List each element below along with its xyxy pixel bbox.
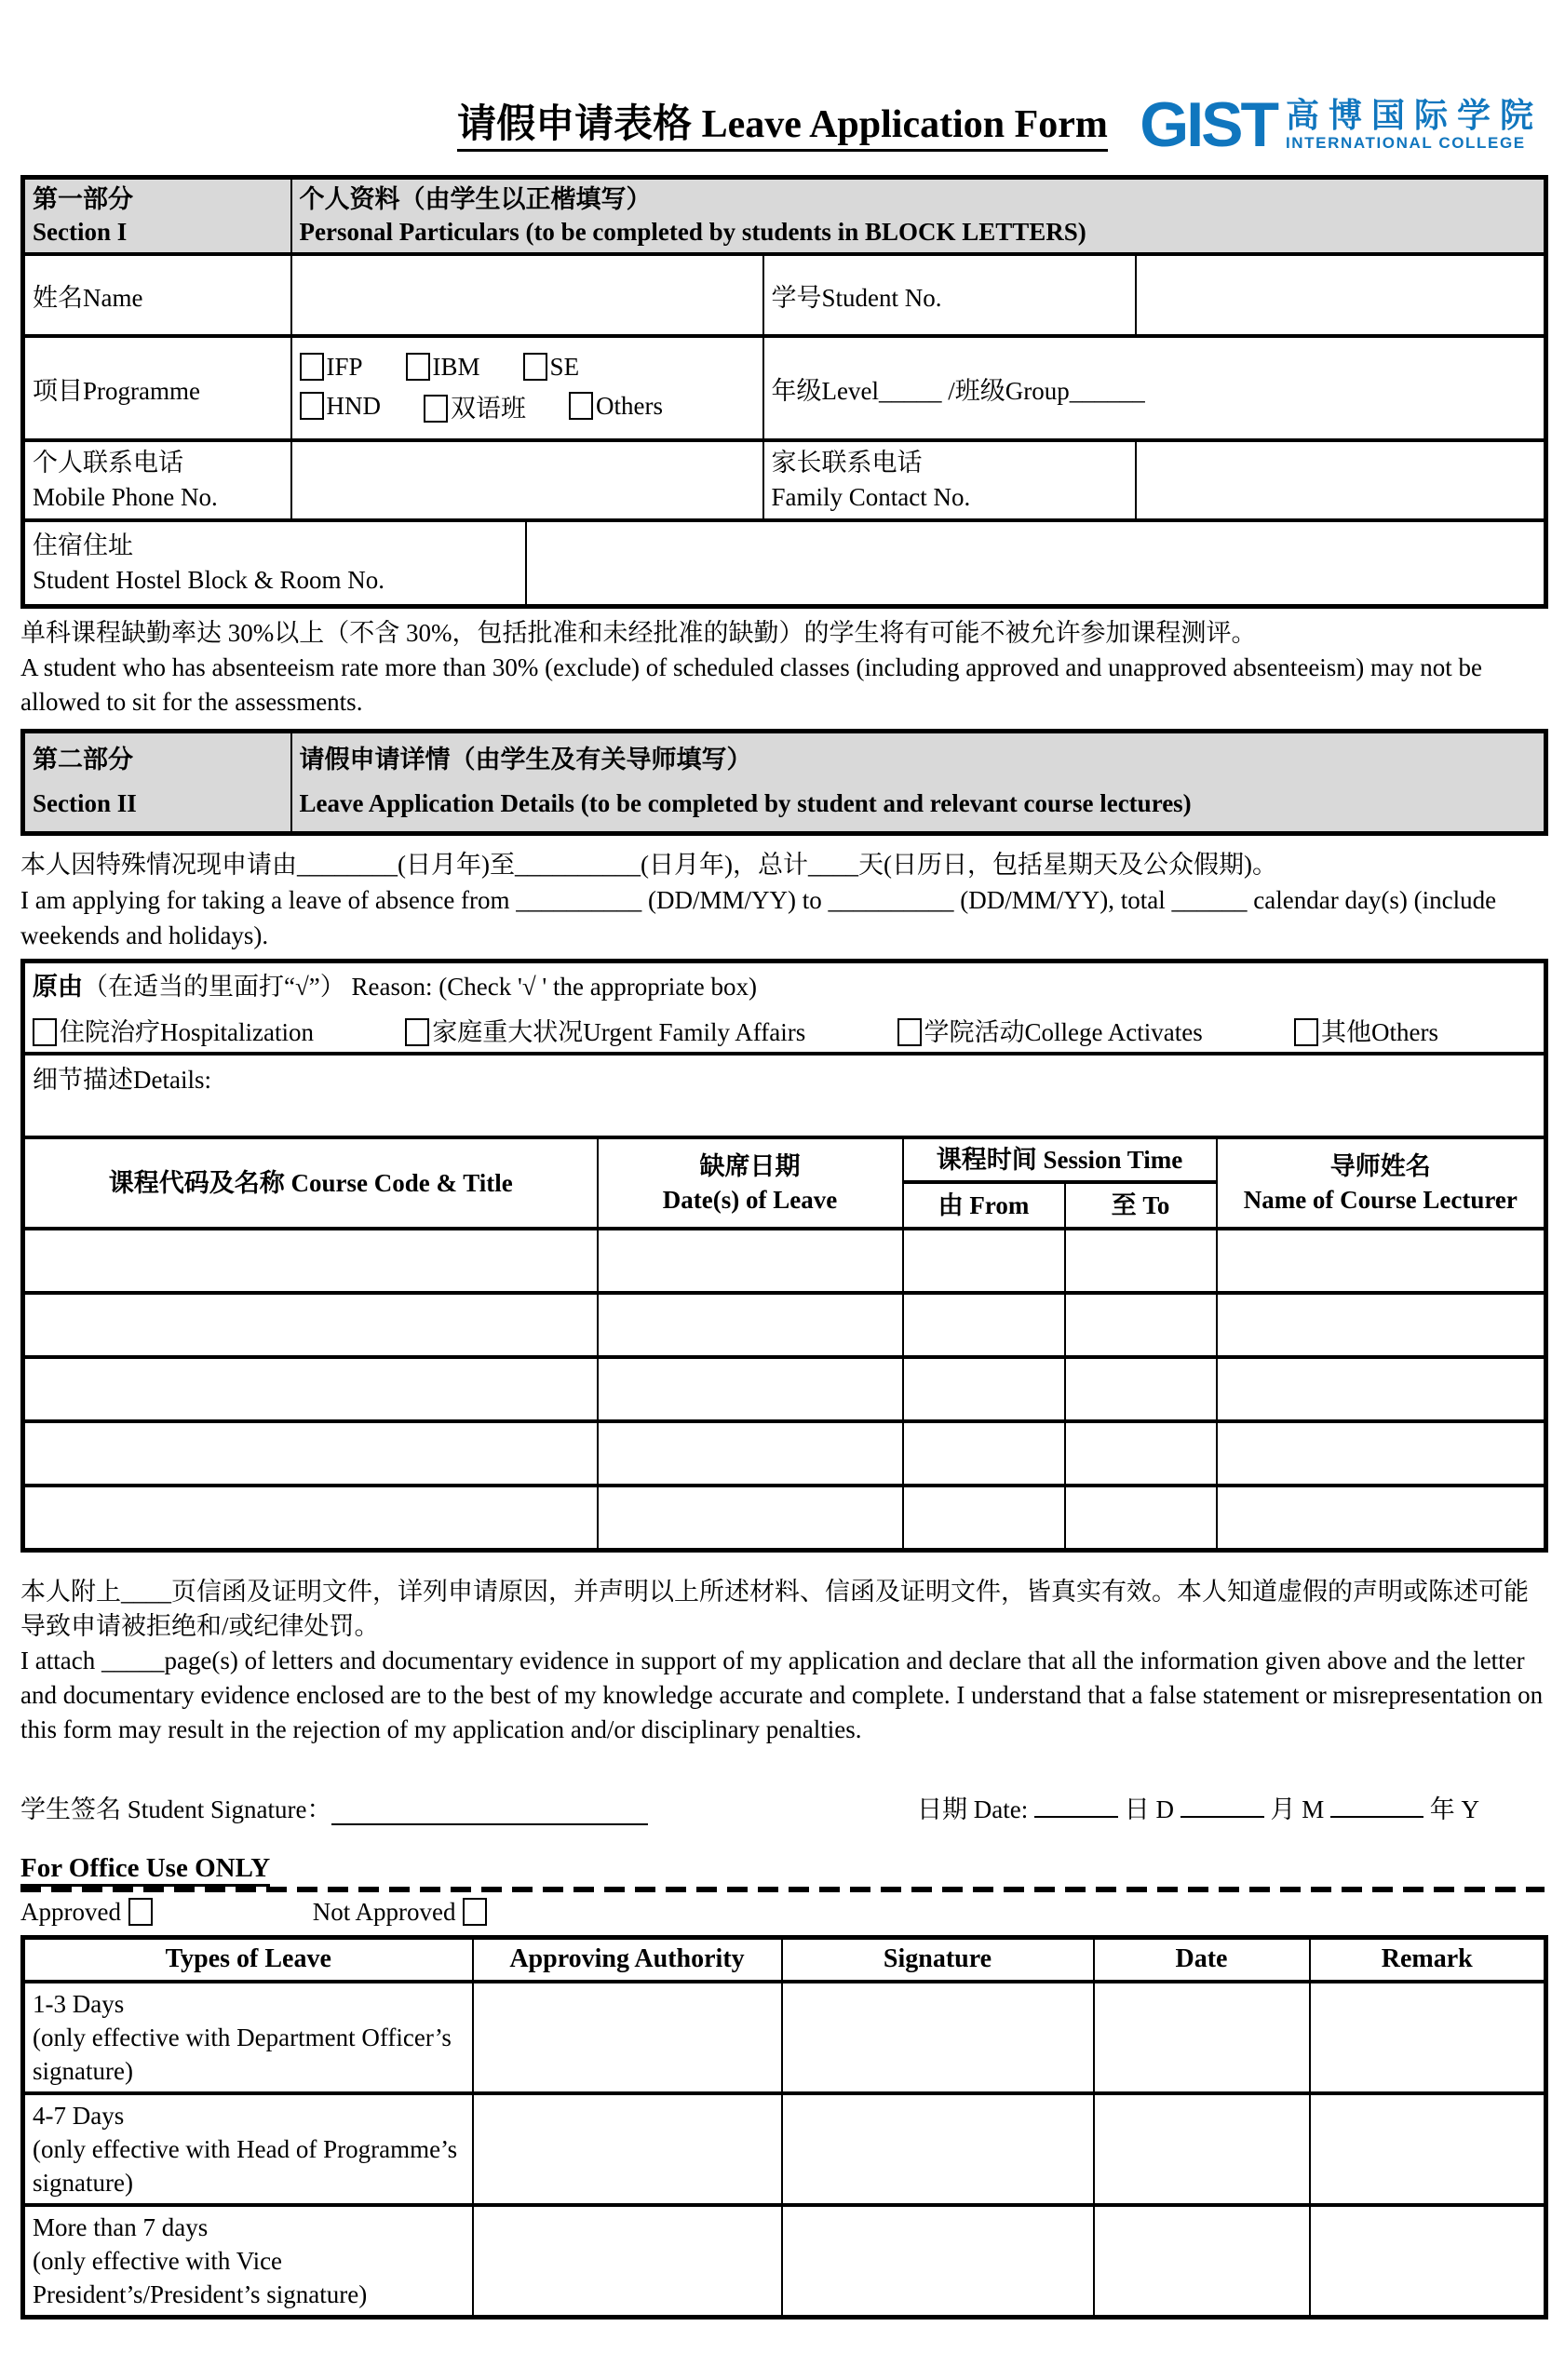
leave-period-statement-cn[interactable]: 本人因特殊情况现申请由________(日月年)至__________(日月年)，总计____天(日历日，包括星期天及公众假期)。 — [20, 850, 1277, 879]
date-cell[interactable] — [1094, 2093, 1310, 2205]
programme-option-ibm: IBM — [406, 353, 480, 382]
leave-application-form — [0, 89, 1565, 2319]
ibm-checkbox[interactable] — [406, 353, 430, 381]
section1-label-cn: 第一部分 — [33, 185, 133, 213]
leave-type-cell: More than 7 days (only effective with Vice President’s/President’s signature) — [23, 2205, 473, 2318]
date-cell[interactable] — [1094, 1982, 1310, 2093]
course-cell[interactable] — [598, 1293, 903, 1357]
reason-label-en: Reason: (Check '√ ' the appropriate box) — [351, 972, 757, 1001]
student-no-input-cell[interactable] — [1136, 254, 1546, 336]
programme-option-se: SE — [523, 353, 580, 382]
leave-period-statement-en[interactable]: I am applying for taking a leave of absence from __________ (DD/MM/YY) to __________ (DD/MM/YY), total ______ calendar day(s) (include weekends and holidays). — [20, 885, 1497, 949]
remark-cell[interactable] — [1310, 2093, 1546, 2205]
level-group-field[interactable]: 年级Level_____ /班级Group______ — [763, 336, 1546, 440]
office-use-title: For Office Use ONLY — [20, 1853, 1545, 1884]
dashed-divider — [20, 1887, 1545, 1892]
student-signature-line[interactable] — [331, 1799, 648, 1825]
course-cell[interactable] — [1217, 1293, 1546, 1357]
details-row — [23, 1054, 1546, 1137]
declaration — [20, 1575, 1545, 1747]
course-cell[interactable] — [23, 1229, 598, 1293]
hostel-input-cell[interactable] — [526, 520, 1546, 606]
signature-cell[interactable] — [782, 2093, 1094, 2205]
section1-label-cell — [23, 178, 291, 255]
course-table-header — [23, 1137, 1546, 1182]
family-affairs-checkbox[interactable] — [405, 1018, 429, 1046]
reason-option-family-affairs: 家庭重大状况Urgent Family Affairs — [405, 1012, 805, 1048]
student-signature-label: 学生签名 Student Signature： — [20, 1795, 332, 1823]
section2-label-en: Section II — [33, 789, 137, 817]
course-cell[interactable] — [903, 1421, 1065, 1486]
approval-row — [20, 1898, 1545, 1931]
course-cell[interactable] — [1065, 1421, 1217, 1486]
session-from-header: 由 From — [903, 1182, 1065, 1229]
student-no-label: 学号Student No. — [763, 254, 1136, 336]
approving-authority-cell[interactable] — [473, 1982, 782, 2093]
section2-label-cn: 第二部分 — [33, 746, 133, 773]
course-cell[interactable] — [1065, 1486, 1217, 1550]
course-cell[interactable] — [1217, 1357, 1546, 1421]
date-day-line[interactable] — [1034, 1792, 1118, 1818]
signature-header: Signature — [782, 1937, 1094, 1982]
signature-row — [20, 1788, 1545, 1825]
se-checkbox[interactable] — [523, 353, 547, 381]
office-approval-table — [20, 1935, 1548, 2320]
bilingual-checkbox[interactable] — [424, 395, 448, 423]
section2-header-row — [23, 731, 1546, 833]
logo-college-name-cn: 高博国际学院 — [1285, 96, 1543, 134]
course-cell[interactable] — [598, 1357, 903, 1421]
reason-option-others: 其他Others — [1294, 1012, 1438, 1048]
absenteeism-note-en: A student who has absenteeism rate more than 30% (exclude) of scheduled classes (including approved and unapproved absenteeism) may not be allowed to sit for the assessments. — [20, 652, 1483, 716]
date-label: 日期 Date: — [917, 1795, 1029, 1823]
office-row-more-than-7-days — [23, 2205, 1546, 2318]
office-row-1-3-days — [23, 1982, 1546, 2093]
leave-type-cell: 1-3 Days (only effective with Department Officer’s signature) — [23, 1982, 473, 2093]
programme-option-ifp: IFP — [300, 353, 363, 382]
mobile-phone-input-cell[interactable] — [291, 440, 763, 520]
absenteeism-note-cn: 单科课程缺勤率达 30%以上（不含 30%，包括批准和未经批准的缺勤）的学生将有可能不被允许参加课程测评。 — [20, 618, 1257, 647]
details-input-area[interactable] — [23, 1054, 1546, 1137]
course-cell[interactable] — [903, 1486, 1065, 1550]
approved-label: Approved — [20, 1897, 121, 1926]
approving-authority-header: Approving Authority — [473, 1937, 782, 1982]
course-cell[interactable] — [23, 1357, 598, 1421]
course-cell[interactable] — [1217, 1229, 1546, 1293]
hnd-checkbox[interactable] — [300, 392, 324, 420]
course-cell[interactable] — [598, 1421, 903, 1486]
approving-authority-cell[interactable] — [473, 2093, 782, 2205]
others-reason-checkbox[interactable] — [1294, 1018, 1318, 1046]
types-of-leave-header: Types of Leave — [23, 1937, 473, 1982]
day-label: 日 D — [1124, 1795, 1174, 1823]
year-label: 年 Y — [1429, 1795, 1479, 1823]
name-input-cell[interactable] — [291, 254, 763, 336]
signature-cell[interactable] — [782, 1982, 1094, 2093]
date-cell[interactable] — [1094, 2205, 1310, 2318]
remark-cell[interactable] — [1310, 2205, 1546, 2318]
mobile-phone-label: 个人联系电话 Mobile Phone No. — [23, 440, 291, 520]
hospitalization-checkbox[interactable] — [33, 1018, 57, 1046]
course-cell[interactable] — [1065, 1229, 1217, 1293]
others-programme-checkbox[interactable] — [569, 392, 593, 420]
leave-type-cell: 4-7 Days (only effective with Head of Programme’s signature) — [23, 2093, 473, 2205]
name-row — [23, 254, 1546, 336]
programme-option-bilingual: 双语班 — [424, 388, 526, 424]
family-contact-input-cell[interactable] — [1136, 440, 1546, 520]
section2-heading-cn: 请假申请详情（由学生及有关导师填写） — [299, 746, 752, 773]
course-cell[interactable] — [23, 1421, 598, 1486]
hostel-label: 住宿住址 Student Hostel Block & Room No. — [23, 520, 526, 606]
dates-of-leave-header: 缺席日期 Date(s) of Leave — [598, 1137, 903, 1229]
course-cell[interactable] — [23, 1293, 598, 1357]
session-to-header: 至 To — [1065, 1182, 1217, 1229]
course-cell[interactable] — [903, 1357, 1065, 1421]
course-cell[interactable] — [598, 1229, 903, 1293]
logo-college-name-en: INTERNATIONAL COLLEGE — [1285, 134, 1526, 152]
not-approved-label: Not Approved — [312, 1897, 456, 1926]
college-logo — [1140, 89, 1543, 160]
reason-heading: 原由（在适当的里面打“√”） Reason: (Check '√ ' the appropriate box) — [33, 972, 757, 1001]
reason-label-cn: 原由 — [33, 972, 83, 1001]
signature-cell[interactable] — [782, 2205, 1094, 2318]
reason-option-hospitalization: 住院治疗Hospitalization — [33, 1012, 314, 1048]
remark-cell[interactable] — [1310, 1982, 1546, 2093]
session-time-header: 课程时间 Session Time — [903, 1137, 1217, 1182]
programme-option-others: Others — [569, 392, 663, 421]
section2-table — [20, 729, 1548, 836]
course-row — [23, 1421, 1546, 1486]
course-cell[interactable] — [1217, 1486, 1546, 1550]
declaration-en: I attach _____page(s) of letters and documentary evidence in support of my application and declare that all the information given above and the letter and documentary evidence enclosed are to the best of my knowledge accurate and complete. I understand that a false statement or misrepresentation on this form may result in the rejection of my application and/or disciplinary penalties. — [20, 1646, 1544, 1743]
leave-details-table — [20, 959, 1548, 1553]
date-month-line[interactable] — [1180, 1792, 1264, 1818]
course-cell[interactable] — [903, 1293, 1065, 1357]
approving-authority-cell[interactable] — [473, 2205, 782, 2318]
absenteeism-note — [20, 616, 1545, 719]
hostel-row — [23, 520, 1546, 606]
details-label: 细节描述Details: — [33, 1066, 211, 1094]
ifp-checkbox[interactable] — [300, 353, 324, 381]
section1-heading-cell — [291, 178, 1546, 255]
course-cell[interactable] — [23, 1486, 598, 1550]
office-table-header — [23, 1937, 1546, 1982]
section2-heading-en: Leave Application Details (to be completed by student and relevant course lectures) — [299, 789, 1192, 817]
phone-row — [23, 440, 1546, 520]
section1-heading-cn: 个人资料（由学生以正楷填写） — [299, 185, 652, 213]
course-cell[interactable] — [1065, 1357, 1217, 1421]
reason-row — [23, 961, 1546, 1054]
programme-row — [23, 336, 1546, 440]
section2-heading-cell — [291, 731, 1546, 833]
programme-option-hnd: HND — [300, 392, 382, 421]
form-title: 请假申请表格 Leave Application Form — [20, 93, 1545, 149]
reason-option-college-activities: 学院活动College Activates — [897, 1012, 1203, 1048]
course-cell[interactable] — [903, 1229, 1065, 1293]
declaration-cn: 本人附上____页信函及证明文件，详列申请原因，并声明以上所述材料、信函及证明文件，皆真实有效。本人知道虚假的声明或陈述可能导致申请被拒绝和/或纪律处罚。 — [20, 1577, 1529, 1640]
section1-heading-en: Personal Particulars (to be completed by students in BLOCK LETTERS) — [299, 218, 1086, 246]
programme-label: 项目Programme — [23, 336, 291, 440]
course-code-title-header: 课程代码及名称 Course Code & Title — [23, 1137, 598, 1229]
section1-header-row — [23, 178, 1546, 255]
course-row — [23, 1229, 1546, 1293]
date-year-line[interactable] — [1330, 1792, 1423, 1818]
course-row — [23, 1486, 1546, 1550]
office-row-4-7-days — [23, 2093, 1546, 2205]
month-label: 月 M — [1270, 1795, 1325, 1823]
not-approved-checkbox[interactable] — [463, 1898, 487, 1926]
course-row — [23, 1357, 1546, 1421]
leave-period-statement — [20, 847, 1545, 953]
programme-options-cell — [291, 336, 763, 440]
family-contact-label: 家长联系电话 Family Contact No. — [763, 440, 1136, 520]
approved-checkbox[interactable] — [128, 1898, 153, 1926]
section1-table — [20, 175, 1548, 609]
remark-header: Remark — [1310, 1937, 1546, 1982]
date-header: Date — [1094, 1937, 1310, 1982]
course-row — [23, 1293, 1546, 1357]
course-cell[interactable] — [1217, 1421, 1546, 1486]
name-label: 姓名Name — [23, 254, 291, 336]
course-cell[interactable] — [1065, 1293, 1217, 1357]
section1-label-en: Section I — [33, 218, 128, 246]
course-cell[interactable] — [598, 1486, 903, 1550]
logo-acronym: GIST — [1140, 89, 1276, 160]
lecturer-name-header: 导师姓名 Name of Course Lecturer — [1217, 1137, 1546, 1229]
college-activities-checkbox[interactable] — [897, 1018, 922, 1046]
section2-label-cell — [23, 731, 291, 833]
